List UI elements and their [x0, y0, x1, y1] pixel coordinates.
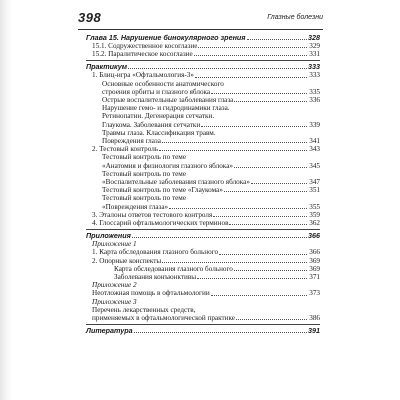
toc-entry-page: 333 — [309, 71, 320, 80]
dot-leader — [162, 142, 307, 143]
dot-leader — [224, 191, 307, 192]
toc-entry-title: Заболевания конъюнктивы — [114, 273, 197, 282]
page-edge-shadow — [0, 0, 12, 400]
dot-leader — [195, 77, 307, 78]
toc-entry-trauma-line2 — [86, 137, 320, 145]
toc-entry-title: применяемых в офтальмологической практике — [92, 314, 236, 323]
toc-entry-test-anatomy-line2 — [86, 162, 320, 170]
toc-appendix-1-label: Приложение 1 — [92, 240, 137, 249]
dot-leader — [211, 295, 307, 296]
toc-entry-title: Литература — [86, 326, 133, 336]
toc-entry-drugs-line2 — [86, 314, 320, 322]
toc-entry-test-inflammation-line2 — [86, 178, 320, 186]
toc-entry-title: 2. Тестовый контроль — [92, 145, 159, 154]
toc-entry-title: «Воспалительные заболевания глазного яблока» — [102, 178, 250, 187]
toc-entry-title: Практикум — [86, 62, 128, 72]
toc-entry-page: 386 — [309, 314, 320, 323]
toc-entry-page: 347 — [309, 178, 320, 187]
toc-appendices — [86, 231, 320, 240]
dot-leader — [219, 254, 307, 255]
toc-entry-15-2 — [86, 50, 320, 58]
toc-entry-conjunctiva — [86, 273, 320, 281]
toc-entry-test-glaucoma — [86, 186, 320, 194]
toc-entry-test-anatomy-line1: Тестовый контроль по теме — [102, 153, 187, 162]
toc-entry-page: 329 — [309, 42, 320, 50]
toc-entry-page: 371 — [309, 273, 320, 282]
toc-entry-page: 328 — [308, 33, 320, 42]
dot-leader — [234, 167, 307, 168]
section-divider — [86, 60, 320, 61]
toc-entry-page: 359 — [309, 210, 320, 219]
toc-entry-title: 4. Глоссарий офтальмологических терминов — [92, 219, 229, 228]
dot-leader — [159, 150, 307, 151]
toc-entry-title: «Повреждения глаза» — [102, 202, 169, 211]
toc-entry-app1-notes — [86, 257, 320, 265]
toc-entry-test-inflammation-line1: Тестовый контроль по теме — [102, 169, 187, 178]
toc-entry-title: Неотложная помощь в офтальмологии — [92, 289, 210, 298]
toc-entry-card2 — [86, 265, 320, 273]
toc-entry-hemodynamics-line1: Нарушение гемо- и гидродинамики глаза. — [102, 104, 230, 113]
toc-entry-page: 333 — [308, 62, 320, 72]
toc-entry-test-injuries-line1: Тестовый контроль по теме — [102, 194, 187, 203]
toc-entry-title: 15.2. Паралитическое косоглазие — [92, 50, 193, 59]
toc-entry-anatomy-line1: Основные особенности анатомического — [102, 79, 224, 88]
toc-entry-title: «Анатомия и физиология глазного яблока» — [102, 161, 233, 170]
toc-entry-title: 1. Блиц-игра «Офтальмология-3» — [92, 71, 194, 80]
toc-entry-hemodynamics-line2: Ретинопатии. Дегенерация сетчатки. — [102, 112, 215, 121]
toc-entry-page: 336 — [309, 96, 320, 105]
dot-leader — [169, 208, 307, 209]
toc-entry-test-injuries-line2 — [86, 203, 320, 211]
dot-leader — [201, 126, 307, 127]
toc-entry-blitz — [86, 71, 320, 79]
toc-entry-page: 341 — [309, 137, 320, 146]
toc-entry-page: 345 — [309, 161, 320, 170]
page-header — [78, 12, 323, 28]
toc-entry-answers — [86, 211, 320, 219]
dot-leader — [211, 93, 307, 94]
section-divider — [86, 229, 320, 230]
toc-entry-page: 366 — [308, 231, 320, 241]
toc-chapter-15 — [86, 33, 320, 42]
header-rule — [78, 29, 323, 30]
dot-leader — [236, 319, 307, 320]
toc-entry-title: Тестовый контроль по теме «Глаукома» — [102, 186, 223, 195]
dot-leader — [251, 183, 307, 184]
toc-entry-trauma-line1: Травмы глаза. Классификация травм. — [102, 128, 216, 137]
running-title: Глазные болезни — [267, 14, 323, 21]
toc-entry-15-1 — [86, 42, 320, 50]
toc-entry-title: Повреждения глаза — [102, 137, 161, 146]
dot-leader — [198, 47, 307, 48]
dot-leader — [132, 237, 307, 238]
dot-leader — [234, 101, 307, 102]
toc-entry-title: 15.1. Содружественное косоглазие — [92, 42, 198, 50]
toc-entry-title: 2. Опорные конспекты — [92, 256, 162, 265]
toc-entry-title: Приложения — [86, 231, 131, 241]
dot-leader — [213, 216, 307, 217]
toc-entry-title: строения орбиты и глазного яблока — [102, 87, 211, 96]
dot-leader — [234, 270, 307, 271]
toc-entry-title: Глаукома. Заболевания сетчатки — [102, 120, 201, 129]
toc-entry-page: 331 — [309, 50, 320, 59]
toc-literature — [86, 326, 320, 335]
page-number: 398 — [78, 10, 102, 25]
dot-leader — [134, 332, 307, 333]
toc-entry-test-control — [86, 145, 320, 153]
toc-entry-page: 362 — [309, 219, 320, 228]
toc-entry-title: Глава 15. Нарушение бинокулярного зрения — [86, 33, 246, 42]
toc-entry-anatomy-line2 — [86, 88, 320, 96]
dot-leader — [197, 278, 307, 279]
toc-entry-page: 366 — [309, 248, 320, 257]
toc-entry-page: 351 — [309, 186, 320, 195]
toc-entry-inflammation — [86, 96, 320, 104]
toc-entry-title: Карта обследования глазного больного — [114, 264, 233, 273]
toc-entry-glaucoma — [86, 121, 320, 129]
toc-entry-title: 3. Эталоны ответов тестового контроля — [92, 210, 213, 219]
dot-leader — [128, 68, 307, 69]
toc-entry-page: 335 — [309, 87, 320, 96]
toc-entry-page: 355 — [309, 202, 320, 211]
toc-entry-app1-card — [86, 248, 320, 256]
toc-entry-glossary — [86, 219, 320, 227]
toc-praktikum — [86, 62, 320, 71]
toc-entry-title: Острые воспалительные заболевания глаза — [102, 96, 234, 105]
toc-entry-title: 1. Карта обследования глазного больного — [92, 248, 219, 257]
dot-leader — [229, 224, 307, 225]
dot-leader — [194, 55, 307, 56]
toc-entry-page: 343 — [309, 145, 320, 154]
toc-entry-page: 369 — [309, 264, 320, 273]
toc-entry-page: 369 — [309, 256, 320, 265]
toc-appendix-2-label: Приложение 2 — [92, 281, 137, 290]
table-of-contents — [86, 32, 320, 335]
toc-appendix-3-label: Приложение 3 — [92, 297, 137, 306]
dot-leader — [162, 262, 307, 263]
section-divider — [86, 324, 320, 325]
toc-entry-urgent — [86, 289, 320, 297]
toc-entry-page: 339 — [309, 120, 320, 129]
toc-entry-page: 373 — [309, 289, 320, 298]
dot-leader — [247, 39, 307, 40]
toc-entry-page: 391 — [308, 326, 320, 336]
toc-entry-drugs-line1: Перечень лекарственных средств, — [92, 305, 196, 314]
